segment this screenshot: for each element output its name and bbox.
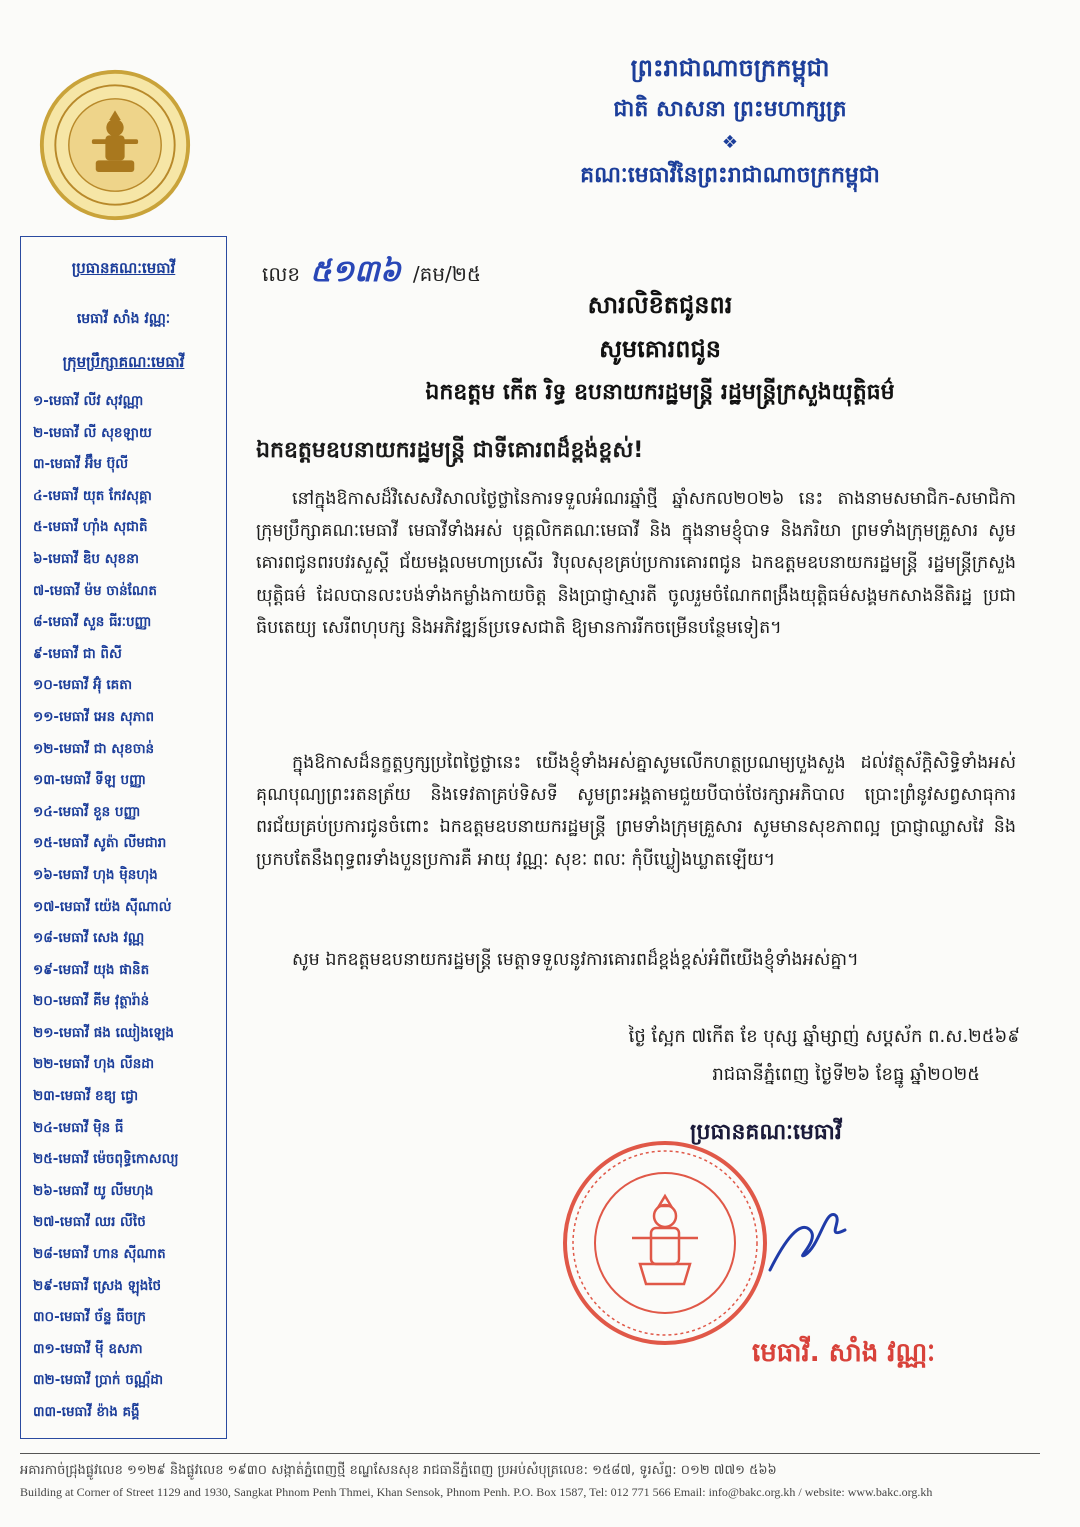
footer-address-khmer: អគារកាច់ជ្រុងផ្លូវលេខ ១១២៩ និងផ្លូវលេខ ១៩៣០ សង្កាត់ភ្នំពេញថ្មី ខណ្ឌសែនសុខ រាជធានីភ្នំពេញ ប្រអប់សំបុត្រលេខ: ១៥៨៧, ទូរស័ព្ទ: ០១២ ៧៧១ ៥៦៦ [20,1463,777,1478]
council-member-item: ២៦-មេធាវី យូ លីមហុង [33,1182,154,1199]
council-member-item: ១៩-មេធាវី យុង ផានិត [33,961,150,978]
council-member-item: ៣៣-មេធាវី ខ៉ាង គង្គី [33,1404,140,1420]
council-member-item: ១២-មេធាវី ជា សុខចាន់ [33,740,155,757]
council-member-item: ២-មេធាវី លី សុខឡាយ [33,424,152,441]
council-member-item: ១៦-មេធាវី ហុង ម៉ិនហុង [33,866,158,883]
council-member-item: ១៧-មេធាវី យ៉េង ស៊ីណាល់ [33,898,172,915]
president-heading: ប្រធានគណៈមេធាវី [71,259,176,277]
council-member-item: ៩-មេធាវី ជា ពិសី [33,645,122,662]
body-paragraph-1: នៅក្នុងឱកាសដ៏វិសេសវិសាលថ្ងៃថ្លានៃការទទួលអំណរឆ្នាំថ្មី ឆ្នាំសកល២០២៦ នេះ តាងនាមសមាជិក-សមាជិកាក្រុមប្រឹក្សាគណៈមេធាវី មេធាវីទាំងអស់ បុគ្គលិកគណៈមេធាវី និង ក្នុងនាមខ្ញុំបាទ និងភរិយា ព្រមទាំងក្រុមគ្រួសារ សូមគោរពជូនពរបវរសួស្តី ជ័យមង្គលមហាប្រសើរ វិបុលសុខគ្រប់ប្រការគោរពជូន ឯកឧត្តមឧបនាយករដ្ឋមន្ត្រី រដ្ឋមន្ត្រីក្រសួងយុត្តិធម៌ ដែលបានលះបង់ទាំងកម្លាំងកាយចិត្ត និងប្រាជ្ញាស្មារតី ចូលរួមចំណែកពង្រឹងយុត្តិធម៌សង្គមកសាងនីតិរដ្ឋ ប្រជាធិបតេយ្យ សេរីពហុបក្ស និងអភិវឌ្ឍន៍ប្រទេសជាតិ ឱ្យមានការរីកចម្រើនបន្ថែមទៀត។ [256,489,1016,638]
signatory-name: មេធាវី. សាំង វណ្ណៈ [752,1338,936,1368]
signatory-title: ប្រធានគណៈមេធាវី [690,1120,842,1145]
handwritten-signature [765,1200,855,1280]
official-seal [560,1138,770,1348]
council-member-list [33,386,179,1429]
body-paragraph-3: សូម ឯកឧត្តមឧបនាយករដ្ឋមន្ត្រី មេត្តាទទួលនូវការគោរពដ៏ខ្ពង់ខ្ពស់អំពីយើងខ្ញុំទាំងអស់គ្នា។ [292,950,859,970]
council-member-item: ២២-មេធាវី ហុង លីនដា [33,1056,155,1073]
council-member-item: ១៥-មេធាវី សូត៉ា លីមជារា [33,835,167,852]
ref-suffix: /គម/២៥ [412,262,482,286]
footer-divider [20,1453,1040,1454]
council-member-item: ២៣-មេធាវី ខឌ្យ ជ្វោ [33,1088,139,1105]
council-member-item: ៦-មេធាវី ឌិប សុខនា [33,550,139,567]
council-member-item: ៣០-មេធាវី ច័ន្ទ ធីចក្រ [33,1309,146,1326]
council-member-item: ៣១-មេធាវី ម៉ី ឧសភា [33,1340,143,1357]
council-member-item: ១៤-មេធាវី ខួន បញ្ញា [33,803,141,820]
letterhead [380,50,1080,194]
footer-address-english: Building at Corner of Street 1129 and 1930, Sangkat Phnom Penh Thmei, Khan Sensok, Phnom Penh. P.O. Box 1587, Tel: 012 771 566 Email: info@bakc.org.kh / website: www.bakc.org.kh [20,1485,933,1499]
council-member-item: ១-មេធាវី លីវ សុវណ្ណា [33,393,144,409]
council-member-item: ២១-មេធាវី ផង ឈៀងឡេង [33,1024,174,1041]
ornament-icon: ❖ [721,132,739,153]
council-heading: ក្រុមប្រឹក្សាគណៈមេធាវី [62,353,185,371]
council-member-item: ៤-មេធាវី យុត កែវសុគ្គា [33,487,152,504]
council-member-item: ៧-មេធាវី ម៉ម ចាន់ណែត [33,582,157,599]
solar-date: រាជធានីភ្នំពេញ ថ្ងៃទី២៦ ខែធ្នូ ឆ្នាំ២០២៥ [712,1064,980,1085]
council-member-item: ១៨-មេធាវី សេង វណ្ណ [33,930,145,947]
council-member-item: ១០-មេធាវី អ៊ុំ គេតា [33,677,133,694]
council-member-item: ៨-មេធាវី សួន ធីរៈបញ្ញា [33,614,152,631]
council-member-item: ២៧-មេធាវី ឈរ លីថៃ [33,1214,146,1231]
council-member-item: ៥-មេធាវី ហ៊ាំង សុជាតិ [33,519,148,536]
salutation: ឯកឧត្តមឧបនាយករដ្ឋមន្ត្រី ជាទីគោរពដ៏ខ្ពង់ខ្ពស់! [256,438,644,463]
recipient: ឯកឧត្តម កើត រិទ្ធ ឧបនាយករដ្ឋមន្ត្រី រដ្ឋមន្ត្រីក្រសួងយុត្តិធម៌ [425,380,895,405]
council-member-item: ១៣-មេធាវី ទីឡ បញ្ញា [33,772,146,789]
ref-number: ៥១៣៦ [310,254,401,289]
body-paragraph-2: ក្នុងឱកាសដ៏នក្ខត្តឫក្សប្រពៃថ្ងៃថ្លានេះ យើងខ្ញុំទាំងអស់គ្នាសូមលើកហត្ថប្រណម្យបួងសួង ដល់វត្ថុស័ក្តិសិទ្ធិទាំងអស់ គុណបុណ្យព្រះរតនត្រ័យ និងទេវតាគ្រប់ទិសទី សូមព្រះអង្គតាមជួយបីបាច់ថែរក្សាអភិបាល ប្រោះព្រំនូវសព្វសាធុការពរជ័យគ្រប់ប្រការជូនចំពោះ ឯកឧត្តមឧបនាយករដ្ឋមន្ត្រី ព្រមទាំងក្រុមគ្រួសារ សូមមានសុខភាពល្អ ប្រាជ្ញាឈ្លាសវៃ និងប្រកបតែនឹងពុទ្ធពរទាំងបួនប្រការគឺ អាយុ វណ្ណៈ សុខៈ ពលៈ កុំបីឃ្លៀងឃ្លាតឡើយ។ [256,753,1016,870]
council-member-item: ២៨-មេធាវី ហាន ស៊ីណាត [33,1246,166,1263]
kingdom-title: ព្រះរាជាណាចក្រកម្ពុជា [630,54,830,82]
council-member-item: ២៤-មេធាវី ម៉ិន ធី [33,1119,124,1136]
organization-name: គណៈមេធាវីនៃព្រះរាជាណាចក្រកម្ពុជា [580,163,880,188]
letter-subtitle: សូមគោរពជូន [599,335,721,363]
council-sidebar [20,236,227,1439]
ref-label: លេខ [262,262,301,286]
president-name: មេធាវី សាំង វណ្ណៈ [76,311,171,327]
bar-association-logo [38,66,192,224]
national-motto: ជាតិ សាសនា ព្រះមហាក្សត្រ [613,97,847,122]
council-member-item: ២០-មេធាវី គីម វុត្ថារ៉ាន់ [33,993,150,1010]
lunar-date: ថ្ងៃ ស្អែក ៧កើត ខែ បុស្ស ឆ្នាំម្សាញ់ សប្តស័ក ព.ស.២៥៦៩ [628,1026,1020,1047]
council-member-item: ២៩-មេធាវី ស្រេង ឡុងថៃ [33,1277,162,1294]
council-member-item: ៣២-មេធាវី ប្រាក់ ចណ្ណ័ដា [33,1372,164,1389]
letter-title: សារលិខិតជូនពរ [587,291,733,319]
council-member-item: ១១-មេធាវី អេន សុភាព [33,708,155,725]
council-member-item: ២៥-មេធាវី ម៉េចពុទ្ធិកោសល្យ [33,1151,179,1168]
council-member-item: ៣-មេធាវី អ៊ឹម ប៊ុលី [33,456,129,473]
